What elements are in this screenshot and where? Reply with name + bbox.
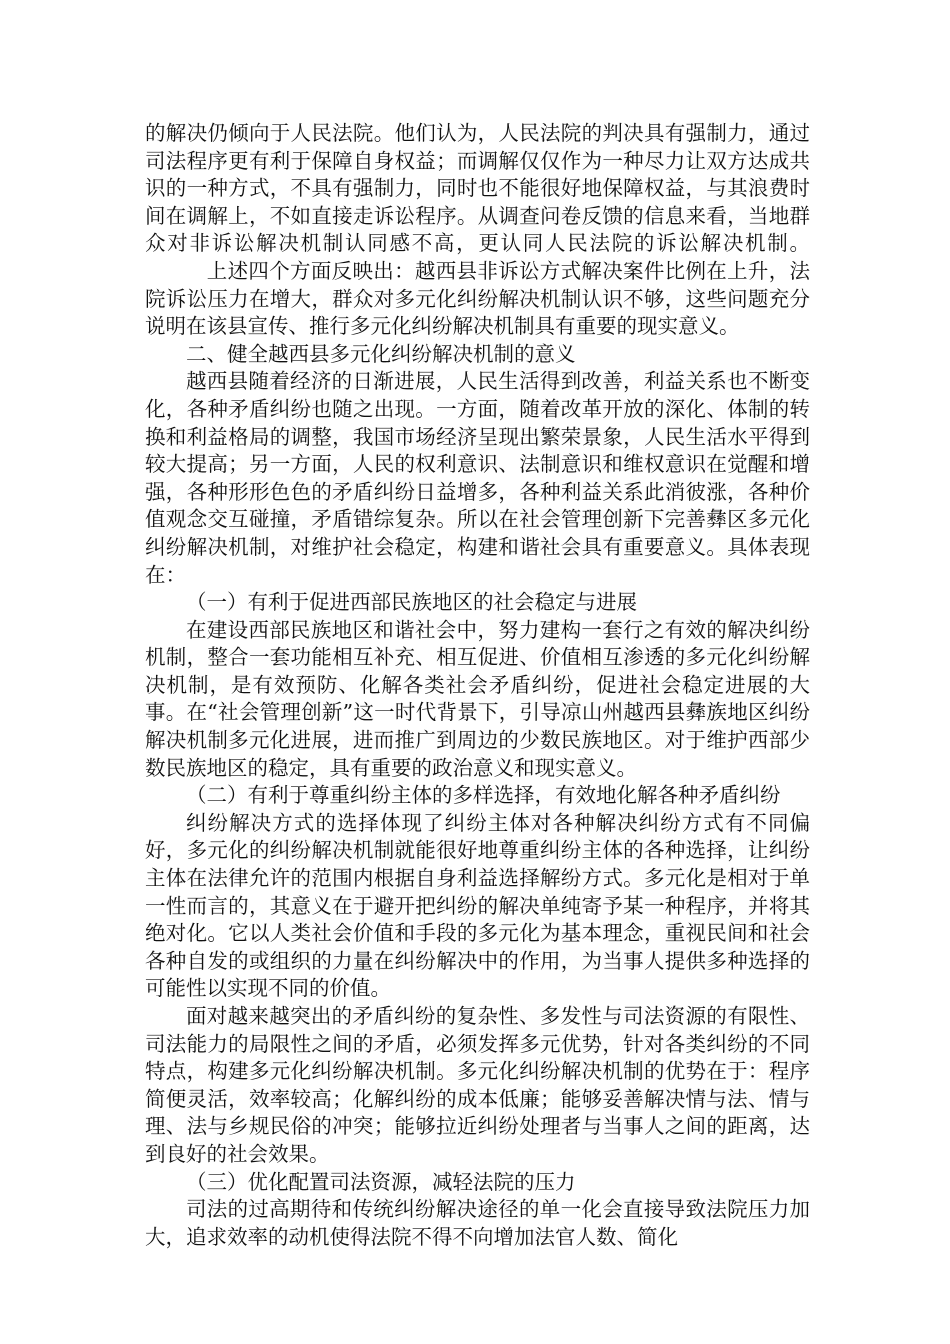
paragraph-text: 的解决仍倾向于人民法院。他们认为，人民法院的判决具有强制力，通过司法程序更有利于保障自身权益；而调解仅仅作为一种尽力让双方达成共识的一种方式，不具有强制力，同时也不能很好地保障权益，与其浪费时间在调解上，不如直接走诉讼程序。从调查问卷反馈的信息来看，当地群众对非诉讼解决机制认同感不高，更认同人民法院的诉讼解决机制。	[145, 121, 810, 256]
paragraph-continuation	[145, 120, 810, 341]
paragraph: 纠纷解决方式的选择体现了纠纷主体对各种解决纠纷方式有不同偏好，多元化的纠纷解决机制就能很好地尊重纠纷主体的各种选择，让纠纷主体在法律允许的范围内根据自身利益选择解纷方式。多元化是相对于单一性而言的，其意义在于避开把纠纷的解决单纯寄予某一种程序，并将其绝对化。它以人类社会价值和手段的多元化为基本理念，重视民间和社会各种自发的或组织的力量在纠纷解决中的作用，为当事人提供多种选择的可能性以实现不同的价值。	[145, 810, 810, 1001]
section-heading: 二、健全越西县多元化纠纷解决机制的意义	[186, 341, 576, 366]
subsection-heading: （一）有利于促进西部民族地区的社会稳定与进展	[186, 590, 637, 615]
paragraph: 面对越来越突出的矛盾纠纷的复杂性、多发性与司法资源的有限性、司法能力的局限性之间的矛盾，必须发挥多元优势，针对各类纠纷的不同特点，构建多元化纠纷解决机制。多元化纠纷解决机制的优势在于：程序简便灵活，效率较高；化解纠纷的成本低廉；能够妥善解决情与法、情与理、法与乡规民俗的冲突；能够拉近纠纷处理者与当事人之间的距离，达到良好的社会效果。	[145, 1004, 810, 1166]
paragraph: 司法的过高期待和传统纠纷解决途径的单一化会直接导致法院压力加大，追求效率的动机使得法院不得不向增加法官人数、简化	[145, 1197, 810, 1249]
subsection-heading: （二）有利于尊重纠纷主体的多样选择，有效地化解各种矛盾纠纷	[186, 783, 781, 808]
paragraph: 越西县随着经济的日渐进展，人民生活得到改善，利益关系也不断变化，各种矛盾纠纷也随之出现。一方面，随着改革开放的深化、体制的转换和利益格局的调整，我国市场经济呈现出繁荣景象，人民生活水平得到较大提高；另一方面，人民的权利意识、法制意识和维权意识在觉醒和增强，各种形形色色的矛盾纠纷日益增多，各种利益关系此消彼涨，各种价值观念交互碰撞，矛盾错综复杂。所以在社会管理创新下完善彝区多元化纠纷解决机制，对维护社会稳定，构建和谐社会具有重要意义。具体表现在：	[145, 369, 810, 587]
paragraph: 在建设西部民族地区和谐社会中，努力建构一套行之有效的解决纠纷机制，整合一套功能相互补充、相互促进、价值相互渗透的多元化纠纷解决机制，是有效预防、化解各类社会矛盾纠纷，促进社会稳定进展的大事。在“社会管理创新”这一时代背景下，引导凉山州越西县彝族地区纠纷解决机制多元化进展，进而推广到周边的少数民族地区。对于维护西部少数民族地区的稳定，具有重要的政治意义和现实意义。	[145, 617, 810, 780]
subsection-heading: （三）优化配置司法资源，减轻法院的压力	[186, 1169, 576, 1194]
paragraph-text: 上述四个方面反映出：越西县非诉讼方式解决案件比例在上升，法院诉讼压力在增大，群众对多元化纠纷解决机制认识不够，这些问题充分说明在该县宣传、推行多元化纠纷解决机制具有重要的现实意义。	[145, 258, 810, 339]
document-body	[145, 120, 810, 1251]
